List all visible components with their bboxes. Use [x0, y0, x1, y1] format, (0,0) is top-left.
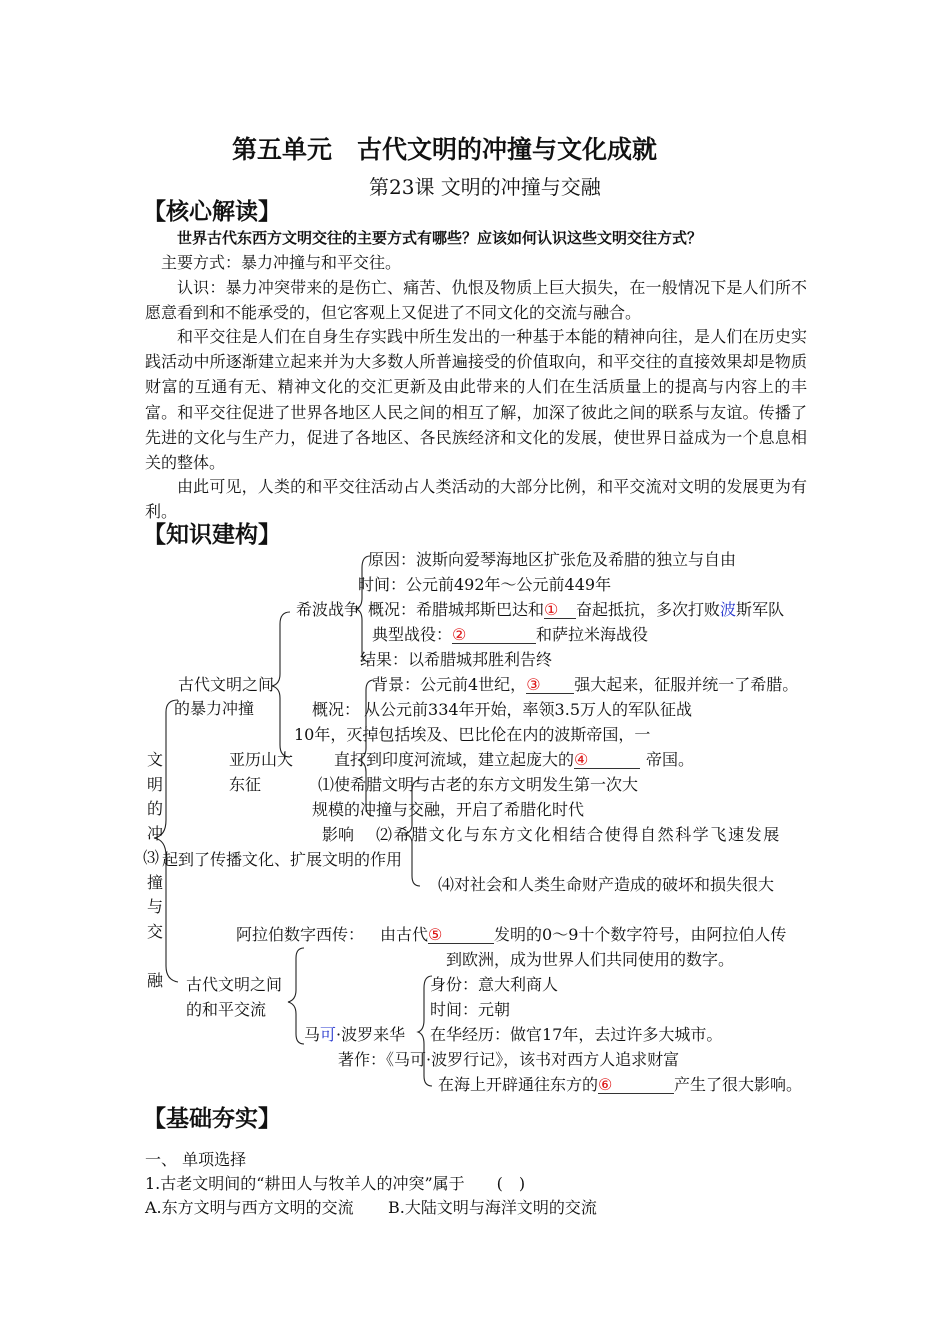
- alex-impact-item1a: ⑴使希腊文明与古老的东方文明发生第一次大: [318, 775, 639, 794]
- core-paragraph-conclusion: 由此可见，人类的和平交往活动占人类活动的大部分比例，和平交流对文明的发展更为有利。: [145, 477, 807, 522]
- exercise-option-a[interactable]: A.东方文明与西方文明的交流: [145, 1198, 354, 1217]
- blank-1[interactable]: ①: [544, 600, 576, 619]
- gw-battle: 典型战役：② 和萨拉米海战役: [372, 625, 649, 644]
- exercise-type: 一、 单项选择: [145, 1150, 247, 1169]
- blank-5[interactable]: ⑤: [428, 925, 494, 944]
- core-question: 世界古代东西方文明交往的主要方式有哪些？应该如何认识这些文明交往方式？: [177, 229, 703, 247]
- arabic-numerals-desc: 由古代⑤ 发明的0～9十个数字符号，由阿拉伯人传: [380, 925, 787, 944]
- alex-background: 背景：公元前4世纪，③ 强大起来，征服并统一了希腊。: [372, 675, 799, 694]
- gw-result: 结果：以希腊城邦胜利告终: [360, 650, 553, 669]
- mp-experience: 在华经历：做官17年，去过许多大城市。: [430, 1025, 723, 1044]
- peace-exchange-label-line1: 古代文明之间: [186, 975, 283, 994]
- mp-book-impact: 在海上开辟通往东方的⑥ 产生了很大影响。: [438, 1075, 803, 1094]
- root-marker-3: ⑶: [143, 848, 160, 867]
- exercise-question-1: 1.古老文明间的“耕田人与牧羊人的冲突”属于 ( ): [145, 1174, 526, 1193]
- violent-clash-label-line2: 的暴力冲撞: [174, 699, 255, 718]
- tree-root-vertical: 文 明 的 冲 撞 与 交 融: [146, 750, 163, 990]
- marco-polo-label: 马可·波罗来华: [304, 1025, 406, 1044]
- section-heading-basics: 【基础夯实】: [143, 1106, 281, 1132]
- blank-3[interactable]: ③: [526, 675, 574, 694]
- alex-impact-label: 影响: [322, 825, 355, 844]
- violent-clash-label-line1: 古代文明之间: [178, 675, 275, 694]
- gw-cause: 原因：波斯向爱琴海地区扩张危及希腊的独立与自由: [368, 550, 737, 569]
- arabic-numerals-desc2: 到欧洲，成为世界人们共同使用的数字。: [446, 950, 735, 969]
- greco-persian-war-label: 希波战争: [296, 600, 361, 619]
- blank-4[interactable]: ④: [574, 750, 640, 769]
- core-main-ways: 主要方式：暴力冲撞与和平交往。: [161, 253, 402, 272]
- lesson-title: 第23课 文明的冲撞与交融: [369, 175, 601, 199]
- mp-book: 著作：《马可·波罗行记》，该书对西方人追求财富: [338, 1050, 680, 1069]
- alex-overview-line1: 概况： 从公元前334年开始，率领3.5万人的军队征战: [312, 700, 693, 719]
- section-heading-core: 【核心解读】: [143, 199, 281, 225]
- core-paragraph-peace: 和平交往是人们在自身生存实践中所生发出的一种基于本能的精神向往，是人们在历史实践活动中所逐渐建立起来并为大多数人所普遍接受的价值取向，和平交往的直接效果却是物质财富的互通有无、精神文化的交汇更新及由此带来的人们在生活质量上的提高与内容上的丰富。和平交往促进了世界各地区人民之间的相互了解，加深了彼此之间的联系与友谊。传播了先进的文化与生产力，促进了各地区、各民族经济和文化的发展，使世界日益成为一个息息相关的整体。: [145, 327, 807, 473]
- alex-impact-item4: ⑷对社会和人类生命财产造成的破坏和损失很大: [438, 875, 775, 894]
- blank-2[interactable]: ②: [452, 625, 536, 644]
- alex-impact-item3: 起到了传播文化、扩展文明的作用: [162, 850, 403, 869]
- alex-label-line2: 东征: [229, 775, 262, 794]
- alex-impact-item2: ⑵希腊文化与东方文化相结合使得自然科学飞速发展: [376, 825, 781, 844]
- exercise-option-b[interactable]: B.大陆文明与海洋文明的交流: [388, 1198, 597, 1217]
- core-paragraph-recognition: 认识：暴力冲突带来的是伤亡、痛苦、仇恨及物质上巨大损失，在一般情况下是人们所不愿意看到和不能承受的，但它客观上又促进了不同文化的交流与融合。: [145, 278, 807, 323]
- gw-overview: 概况：希腊城邦斯巴达和① 奋起抵抗，多次打败波斯军队: [368, 600, 785, 619]
- blank-6[interactable]: ⑥: [598, 1075, 674, 1094]
- alex-overview-line3: 直打到印度河流域，建立起庞大的④ 帝国。: [334, 750, 695, 769]
- alex-label-line1: 亚历山大: [229, 750, 294, 769]
- alex-overview-line2: 10年，灭掉包括埃及、巴比伦在内的波斯帝国，一: [294, 725, 651, 744]
- mp-time: 时间：元朝: [430, 1000, 511, 1019]
- alex-impact-item1b: 规模的冲撞与交融，开启了希腊化时代: [312, 800, 585, 819]
- unit-title: 第五单元 古代文明的冲撞与文化成就: [232, 135, 658, 164]
- mp-identity: 身份：意大利商人: [430, 975, 559, 994]
- peace-exchange-label-line2: 的和平交流: [186, 1000, 267, 1019]
- section-heading-knowledge: 【知识建构】: [143, 522, 281, 548]
- gw-time: 时间：公元前492年～公元前449年: [358, 575, 612, 594]
- arabic-numerals-label: 阿拉伯数字西传：: [236, 925, 365, 944]
